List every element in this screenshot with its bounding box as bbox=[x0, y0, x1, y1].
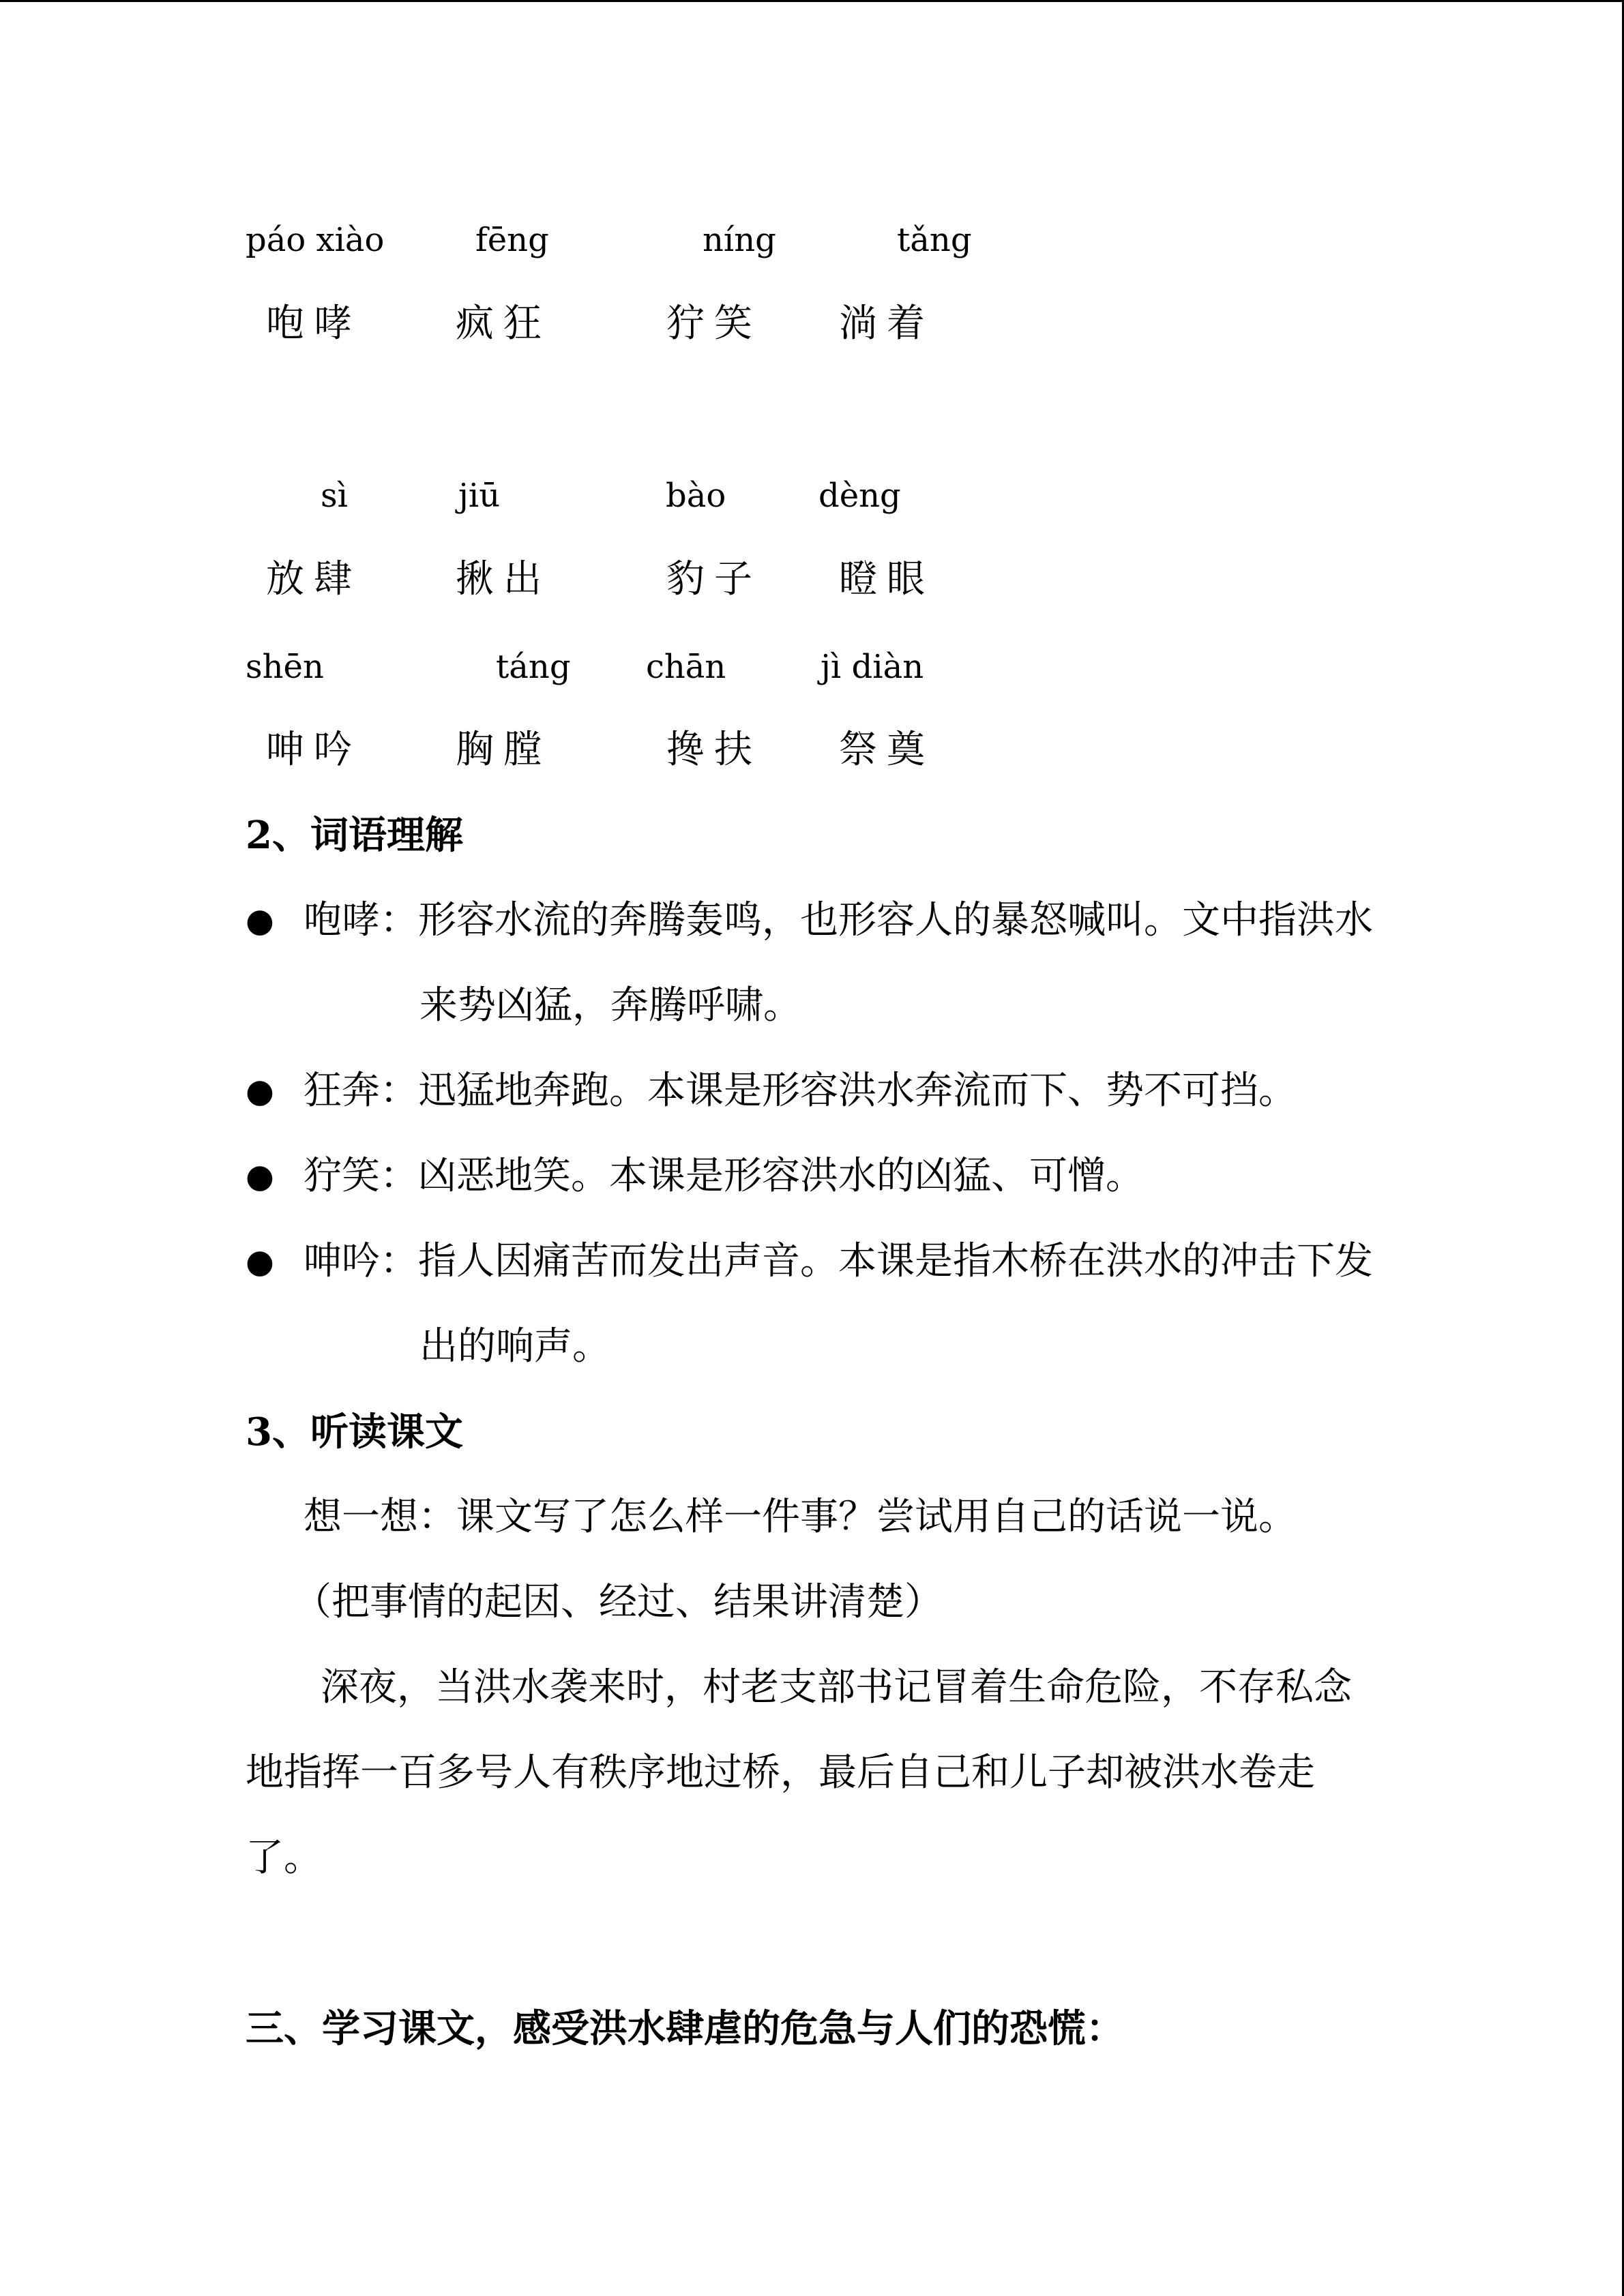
pinyin: páo xiào bbox=[246, 221, 385, 259]
hint-text: （把事情的起因、经过、结果讲清楚） bbox=[293, 1580, 943, 1624]
pinyin: bào bbox=[666, 477, 726, 515]
definition-line: 咆哮：形容水流的奔腾轰鸣，也形容人的暴怒喊叫。文中指洪水 bbox=[304, 898, 1373, 942]
vocab-word: 揪出 bbox=[456, 557, 551, 601]
question-text: 想一想：课文写了怎么样一件事？尝试用自己的话说一说。 bbox=[304, 1495, 1297, 1539]
vocab-word: 呻吟 bbox=[266, 728, 361, 772]
answer-line: 了。 bbox=[246, 1836, 322, 1880]
definition-line: 来势凶猛，奔腾呼啸。 bbox=[419, 983, 801, 1028]
vocab-word: 放肆 bbox=[266, 557, 361, 601]
definition-line: 狂奔：迅猛地奔跑。本课是形容洪水奔流而下、势不可挡。 bbox=[304, 1069, 1297, 1113]
definition-line: 出的响声。 bbox=[419, 1324, 610, 1369]
section-heading: 三、学习课文，感受洪水肆虐的危急与人们的恐慌： bbox=[246, 2006, 1124, 2051]
definition-line: 狞笑：凶恶地笑。本课是形容洪水的凶猛、可憎。 bbox=[304, 1154, 1144, 1198]
pinyin: níng bbox=[703, 221, 776, 259]
vocab-word: 豹子 bbox=[666, 557, 762, 601]
vocab-word: 咆哮 bbox=[266, 301, 361, 346]
section-heading: 2、词语理解 bbox=[246, 813, 463, 858]
pinyin: jiū bbox=[458, 477, 501, 515]
vocab-word: 疯狂 bbox=[456, 301, 551, 346]
bullet-icon: ● bbox=[246, 901, 274, 940]
bullet-icon: ● bbox=[246, 1242, 274, 1281]
bullet-icon: ● bbox=[246, 1157, 274, 1195]
answer-line: 地指挥一百多号人有秩序地过桥，最后自己和儿子却被洪水卷走 bbox=[246, 1750, 1315, 1795]
vocab-word: 狞笑 bbox=[666, 301, 762, 346]
answer-line: 深夜，当洪水袭来时，村老支部书记冒着生命危险，不存私念 bbox=[321, 1665, 1352, 1710]
section-heading: 3、听读课文 bbox=[246, 1410, 463, 1455]
vocab-word: 胸膛 bbox=[456, 728, 551, 772]
pinyin: chān bbox=[646, 648, 726, 686]
definition-line: 呻吟：指人因痛苦而发出声音。本课是指木桥在洪水的冲击下发 bbox=[304, 1239, 1373, 1283]
vocab-word: 淌着 bbox=[839, 301, 934, 346]
vocab-word: 祭奠 bbox=[839, 728, 934, 772]
pinyin: shēn bbox=[246, 648, 324, 686]
pinyin: táng bbox=[496, 648, 571, 686]
pinyin: dèng bbox=[818, 477, 901, 515]
bullet-icon: ● bbox=[246, 1072, 274, 1110]
pinyin: fēng bbox=[475, 221, 549, 259]
pinyin: sì bbox=[321, 477, 348, 515]
vocab-word: 搀扶 bbox=[666, 728, 762, 772]
pinyin: jì diàn bbox=[821, 648, 924, 686]
vocab-word: 瞪眼 bbox=[839, 557, 934, 601]
pinyin: tǎng bbox=[897, 221, 972, 259]
